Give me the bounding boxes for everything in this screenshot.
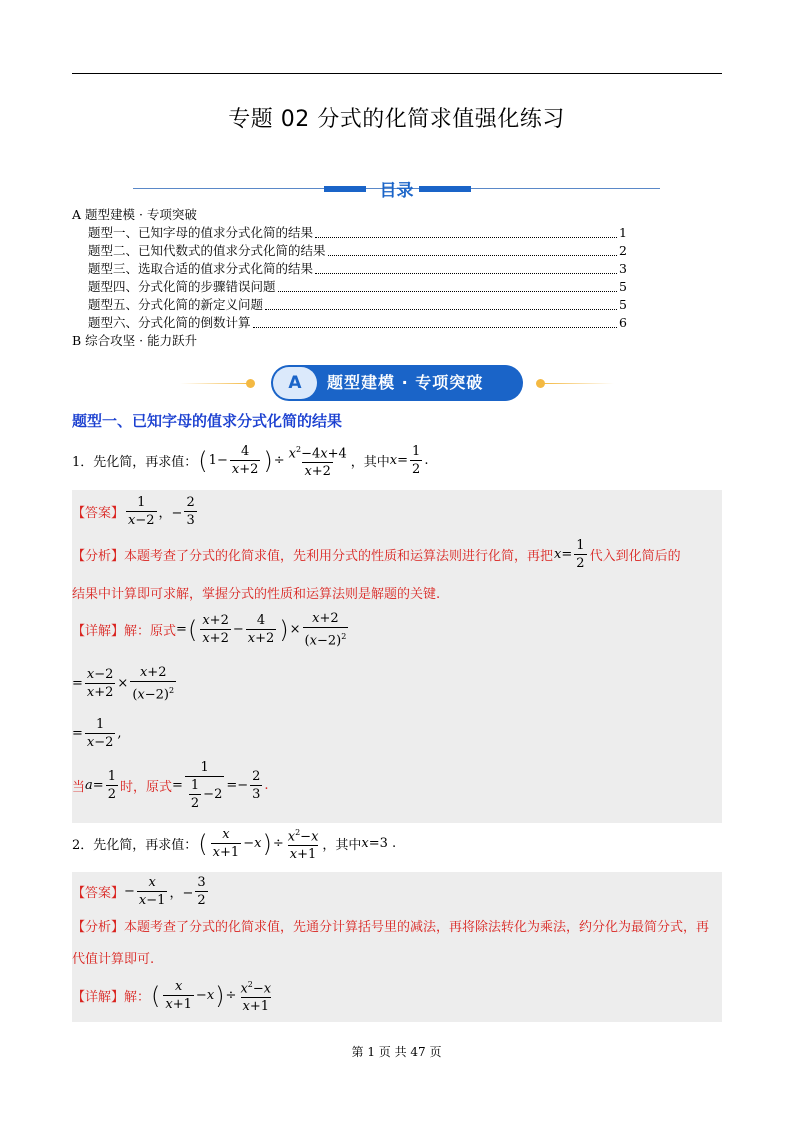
toc-heading [133, 176, 660, 200]
page-footer: 第 1 页 共 47 页 [351, 1045, 442, 1059]
toc-item-page: 3 [619, 261, 627, 276]
section-heading: 题型一、已知字母的值求分式化简的结果 [72, 412, 343, 430]
toc-item[interactable] [72, 224, 627, 242]
analysis-text: 本题考查了分式的化简求值，先利用分式的性质和运算法则进行化简，再把 [124, 549, 554, 564]
toc-item-page: 5 [619, 279, 627, 294]
toc-section-b-label: B 综合攻坚 · 能力跃升 [72, 333, 198, 348]
banner-pill [271, 365, 523, 401]
step-2: = $\frac{1}{x-2}$ , [72, 717, 122, 750]
detail-jie: 解： [124, 624, 151, 640]
toc-item-label: 题型一、已知字母的值求分式化简的结果 [88, 225, 314, 240]
toc-section-a[interactable] [72, 206, 627, 224]
question-number: 1． [72, 455, 94, 471]
question-prompt: 先化简，再求值： [93, 455, 198, 471]
detail-1: 【详解】 解： 原式 = ( $\frac{x+2}{x+2}$ − $\frac{4}{x+2}$ ) × $\frac{x+2}{(x-2)^2}$ [72, 611, 347, 649]
toc-item[interactable] [72, 260, 627, 278]
page-title: 专题 02 分式的化简求值强化练习 [228, 107, 565, 132]
question-condition: ，其中 [322, 838, 362, 854]
toc-item-page: 2 [619, 243, 627, 258]
banner-line-left [180, 383, 250, 384]
answer-1: 【答案】 $\frac{1}{x-2}$ ，− $\frac{2}{3}$ [72, 495, 195, 528]
analysis-2 [72, 912, 722, 976]
toc-item[interactable] [72, 242, 627, 260]
toc-item[interactable] [72, 314, 627, 332]
toc-item[interactable] [72, 278, 627, 296]
detail-2: 【详解】 解： ( $\frac{x}{x+1}$ − x ) ÷ $\frac{x^2-x}{x+1}$ [72, 979, 272, 1015]
question-prompt: 先化简，再求值： [93, 838, 198, 854]
toc-item-label: 题型三、选取合适的值求分式化简的结果 [88, 261, 314, 276]
banner-letter: A [273, 367, 317, 399]
toc-item-label: 题型二、已知代数式的值求分式化简的结果 [88, 243, 326, 258]
question-number: 2． [72, 838, 94, 854]
answer-label: 【答案】 [72, 506, 125, 521]
analysis-text: 代入到化简后的 [589, 549, 681, 564]
table-of-contents [72, 206, 627, 350]
step-shi: 时，原式 [119, 780, 172, 795]
toc-leader [315, 237, 617, 238]
toc-leader [315, 273, 617, 274]
toc-item-label: 题型四、分式化简的步骤错误问题 [88, 279, 276, 294]
toc-leader [265, 309, 617, 310]
banner-text: 题型建模 · 专项突破 [327, 373, 484, 392]
toc-item-page: 1 [619, 225, 627, 240]
question-condition: ，其中 [350, 455, 390, 471]
step-1: = $\frac{x-2}{x+2}$ × $\frac{x+2}{(x-2)^2}$ [72, 665, 175, 703]
answer-2: 【答案】 − $\frac{x}{x-1}$ ，− $\frac{3}{2}$ [72, 875, 206, 908]
question-1: 1． 先化简，再求值： ( 1− $\frac{4}{x+2}$ ) ÷ $\frac{x^2-4x+4}{x+2}$ ，其中 x = $\frac{1}{2}$ . [72, 444, 429, 480]
analysis-text: 本题考查了分式的化简求值，先通分计算括号里的减法，再将除法转化为乘法，约分化为最简分式，再代值计算即可. [72, 920, 710, 967]
detail-label: 【详解】 [72, 990, 125, 1006]
toc-leader [253, 327, 618, 328]
toc-section-a-label: A 题型建模 · 专项突破 [72, 207, 197, 222]
toc-section-b[interactable] [72, 332, 627, 350]
analysis-label: 【分析】 [72, 549, 125, 564]
toc-item-page: 5 [619, 297, 627, 312]
step-dang: 当 [72, 780, 86, 795]
toc-leader [328, 255, 618, 256]
toc-leader [278, 291, 618, 292]
toc-item[interactable] [72, 296, 627, 314]
toc-title: 目录 [379, 181, 414, 201]
banner-dot-left [246, 379, 255, 388]
analysis-1: 【分析】 本题考查了分式的化简求值，先利用分式的性质和运算法则进行化简，再把 x= $\frac{1}{2}$ 代入到化简后的 [72, 538, 681, 571]
detail-label: 【详解】 [72, 624, 125, 640]
question-2: 2． 先化简，再求值： ( $\frac{x}{x+1}$ − x ) ÷ $\frac{x^2-x}{x+1}$ ，其中 x =3 . [72, 827, 397, 863]
detail-jie: 解： [124, 990, 151, 1006]
banner-line-right [544, 383, 614, 384]
detail-yuanshi: 原式 [150, 624, 177, 640]
toc-item-label: 题型六、分式化简的倒数计算 [88, 315, 251, 330]
section-banner [180, 363, 613, 403]
analysis-text: 结果中计算即可求解，掌握分式的性质和运算法则是解题的关键. [72, 587, 441, 602]
toc-item-label: 题型五、分式化简的新定义问题 [88, 297, 264, 312]
analysis-1-cont [72, 583, 440, 602]
answer-label: 【答案】 [72, 886, 125, 901]
analysis-label: 【分析】 [72, 920, 125, 935]
toc-item-page: 6 [619, 315, 627, 330]
header-rule [72, 73, 722, 74]
step-3: 当 a = $\frac{1}{2}$ 时，原式 = 1 $\frac{1}{2}$ −2 =− $\frac{2}{3}$ . [72, 760, 269, 811]
